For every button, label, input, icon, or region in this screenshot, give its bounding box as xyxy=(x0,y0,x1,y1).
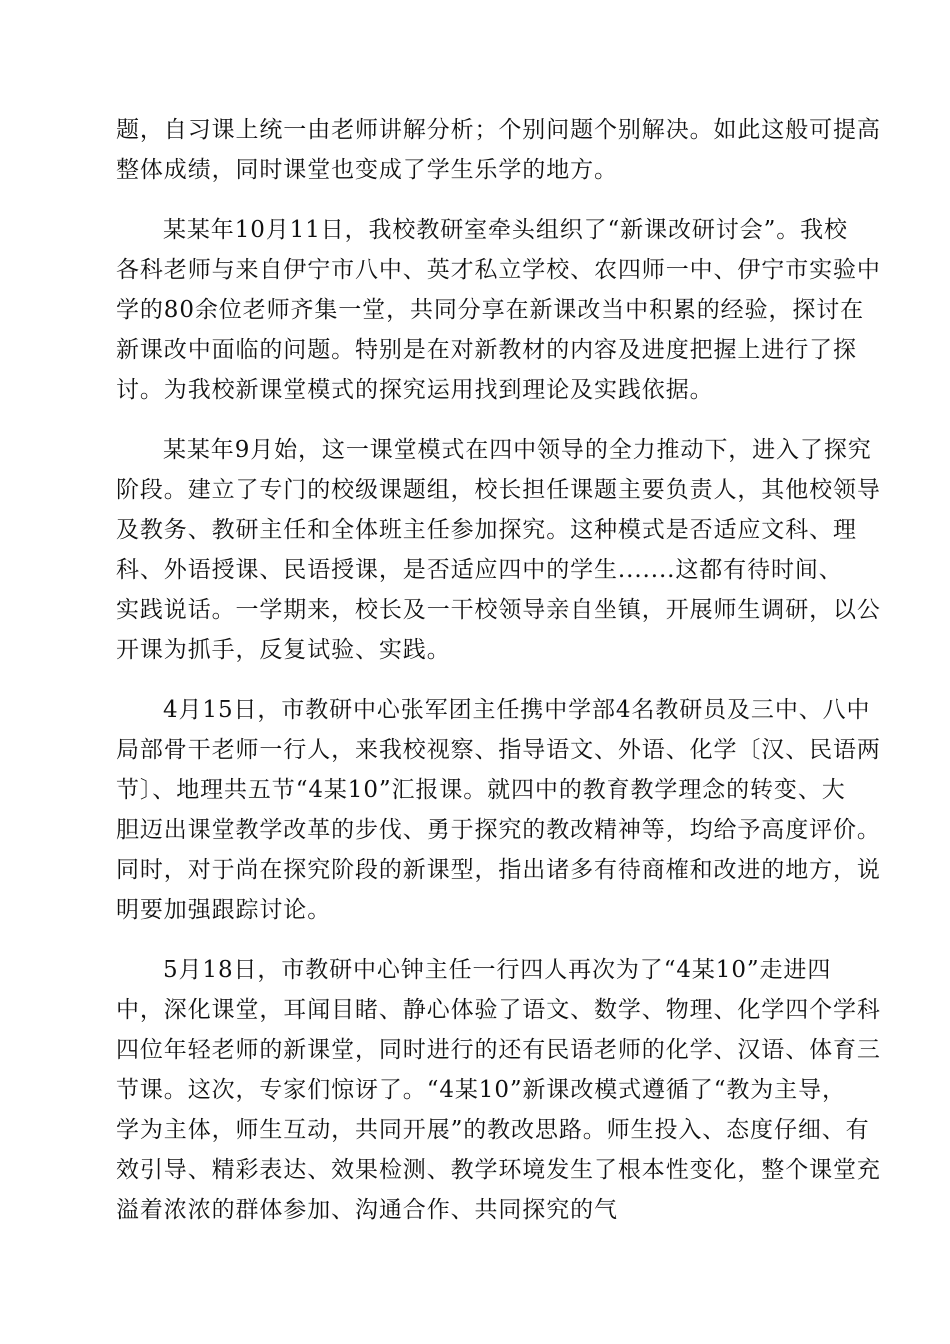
document-body xyxy=(116,110,881,1250)
paragraph-1 xyxy=(116,110,881,190)
text-line: 5月18日，市教研中心钟主任一行四人再次为了“4某10”走进四 xyxy=(163,957,832,983)
text-line: 实践说话。一学期来，校长及一干校领导亲自坐镇，开展师生调研，以公 xyxy=(116,597,881,623)
text-line: 整体成绩，同时课堂也变成了学生乐学的地方。 xyxy=(116,157,618,183)
text-line: 某某年9月始，这一课堂模式在四中领导的全力推动下，进入了探究 xyxy=(163,437,872,463)
text-line: 某某年10月11日，我校教研室牵头组织了“新课改研讨会”。我校 xyxy=(163,217,848,243)
text-line: 学的80余位老师齐集一堂，共同分享在新课改当中积累的经验，探讨在 xyxy=(116,297,865,323)
text-line: 溢着浓浓的群体参加、沟通合作、共同探究的气 xyxy=(116,1197,618,1223)
text-line: 及教务、教研主任和全体班主任参加探究。这种模式是否适应文科、理 xyxy=(116,517,857,543)
text-line: 四位年轻老师的新课堂，同时进行的还有民语老师的化学、汉语、体育三 xyxy=(116,1037,881,1063)
text-line: 4月15日，市教研中心张军团主任携中学部4名教研员及三中、八中 xyxy=(163,697,871,723)
text-line: 科、外语授课、民语授课，是否适应四中的学生.......这都有待时间、 xyxy=(116,557,843,583)
text-line: 胆迈出课堂教学改革的步伐、勇于探究的教改精神等，均给予高度评价。 xyxy=(116,817,881,843)
paragraph-3 xyxy=(116,430,881,670)
text-line: 局部骨干老师一行人，来我校视察、指导语文、外语、化学〔汉、民语两 xyxy=(116,737,881,763)
text-line: 中，深化课堂，耳闻目睹、静心体验了语文、数学、物理、化学四个学科 xyxy=(116,997,881,1023)
text-line: 明要加强跟踪讨论。 xyxy=(116,897,332,923)
text-line: 效引导、精彩表达、效果检测、教学环境发生了根本性变化，整个课堂充 xyxy=(116,1157,881,1183)
text-line: 各科老师与来自伊宁市八中、英才私立学校、农四师一中、伊宁市实验中 xyxy=(116,257,881,283)
text-line: 新课改中面临的问题。特别是在对新教材的内容及进度把握上进行了探 xyxy=(116,337,857,363)
text-line: 开课为抓手，反复试验、实践。 xyxy=(116,637,451,663)
paragraph-5 xyxy=(116,950,881,1230)
text-line: 同时，对于尚在探究阶段的新课型，指出诸多有待商榷和改进的地方，说 xyxy=(116,857,881,883)
text-line: 题，自习课上统一由老师讲解分析；个别问题个别解决。如此这般可提高 xyxy=(116,117,881,143)
paragraph-2 xyxy=(116,210,881,410)
text-line: 节〕、地理共五节“4某10”汇报课。就四中的教育教学理念的转变、大 xyxy=(116,777,846,803)
text-line: 讨。为我校新课堂模式的探究运用找到理论及实践依据。 xyxy=(116,377,714,403)
text-line: 节课。这次，专家们惊讶了。“4某10”新课改模式遵循了“教为主导， xyxy=(116,1077,846,1103)
paragraph-4 xyxy=(116,690,881,930)
text-line: 学为主体，师生互动，共同开展”的教改思路。师生投入、态度仔细、有 xyxy=(116,1117,870,1143)
text-line: 阶段。建立了专门的校级课题组，校长担任课题主要负责人，其他校领导 xyxy=(116,477,881,503)
